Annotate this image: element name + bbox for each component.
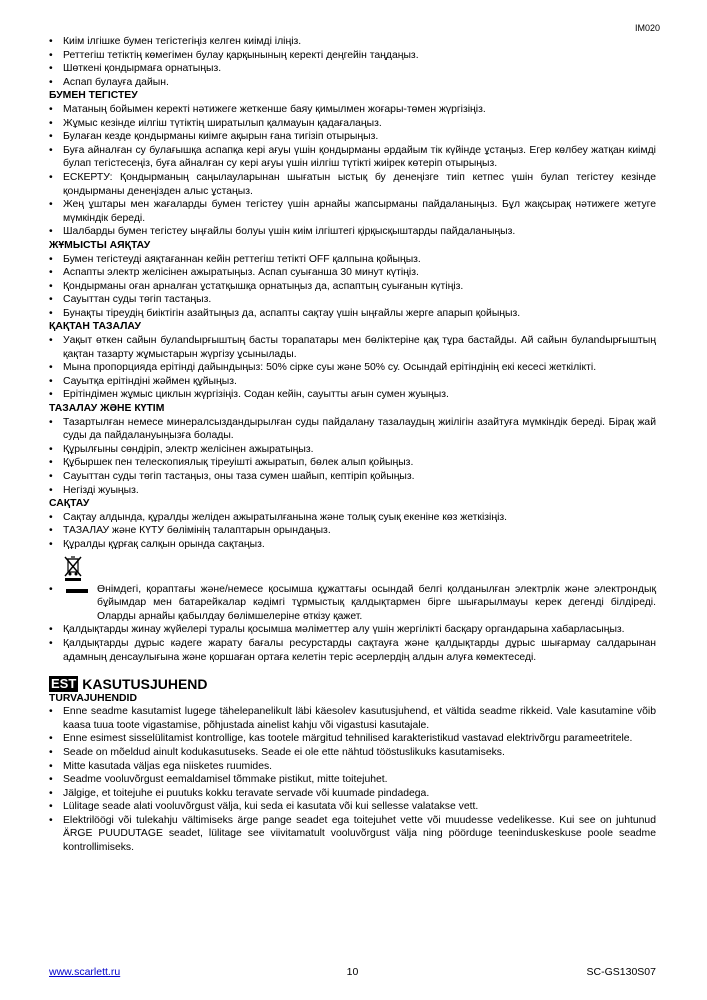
bullet-item xyxy=(49,103,656,117)
bullet-icon: • xyxy=(49,375,53,387)
bullet-item xyxy=(49,470,656,484)
bullet-icon: • xyxy=(49,760,53,772)
bullet-text: Құбыршек пен телескопиялық тіреуішті ажыратып, бөлек алып қойыңыз. xyxy=(63,457,414,469)
bullet-icon: • xyxy=(49,280,53,292)
bullet-item xyxy=(49,773,656,787)
bullet-item xyxy=(49,538,656,552)
bullet-text: Enne esimest sisselülitamist kontrollige, kas tootele märgitud tehnilised karakteristikud vastavad elektrivõrgu parameetritele. xyxy=(63,733,633,745)
bullet-text: Құрылғыны сөндіріп, электр желісінен ажыратыңыз. xyxy=(63,443,314,455)
bullet-item xyxy=(49,62,656,76)
bullet-text: Бунақты тіреудің биіктігін азайтыңыз да, аспапты сақтау үшін ыңғайлы жерге апарып қойыңыз. xyxy=(63,307,521,319)
section-title-text: KASUTUSJUHEND xyxy=(82,676,208,693)
bullet-text: Қалдықтарды жинау жүйелері туралы қосымша мәліметтер алу үшін жергілікті басқару органдарына хабарласыңыз. xyxy=(63,624,625,636)
bullet-text: Шалбарды бумен тегістеу ыңғайлы болуы үшін киім ілгіштегі қірқысқыштарды пайдаланыңыз. xyxy=(63,226,516,238)
bullet-icon: • xyxy=(49,525,53,537)
bullet-icon: • xyxy=(49,484,53,496)
bullet-icon: • xyxy=(49,583,53,595)
bullet-text: Сауытқа ерітіндіні жәймен құйыңыз. xyxy=(63,375,237,387)
bullet-item xyxy=(49,307,656,321)
bullet-item xyxy=(49,198,656,225)
bullet-item xyxy=(49,443,656,457)
bullet-item xyxy=(49,117,656,131)
bullet-text: Lülitage seade alati vooluvõrgust välja, kui seda ei kasutata või kui sellesse valatakse vett. xyxy=(63,801,479,813)
bullet-item xyxy=(49,144,656,171)
bullet-item xyxy=(49,705,656,732)
bullet-text: Аспап булауға дайын. xyxy=(63,76,169,88)
bullet-item xyxy=(49,814,656,855)
bullet-text: Қондырманы оған арналған ұстатқышқа орнатыңыз да, аспаптың суығанын күтіңіз. xyxy=(63,280,464,292)
bullet-item xyxy=(49,49,656,63)
bullet-item xyxy=(49,760,656,774)
bullet-icon: • xyxy=(49,307,53,319)
bullet-icon: • xyxy=(49,389,53,401)
bullet-text: Mitte kasutada väljas ega niisketes ruumides. xyxy=(63,760,273,772)
subsection-heading: TURVAJUHENDID xyxy=(49,693,137,705)
document-code: IM020 xyxy=(634,23,660,33)
bullet-text: ЕСКЕРТУ: Қондырманың саңылауларынан шығатын ыстық бу денеңізге тиіп кетпес үшін булап тегістеу кезінде қондырманы денеңізден алыс ұстаңыз. xyxy=(63,171,656,197)
section-heading: ТАЗАЛАУ ЖӘНЕ КҮТІМ xyxy=(49,403,165,415)
bullet-icon: • xyxy=(49,144,53,156)
bullet-icon: • xyxy=(49,706,53,718)
bullet-text: Бумен тегістеуді аяқтағаннан кейін реттегіш тетікті OFF қалпына қойыңыз. xyxy=(63,253,421,265)
bullet-text: Сауыттан суды төгіп тастаңыз, оны таза сумен шайып, кептіріп қойыңыз. xyxy=(63,471,415,482)
bullet-icon: • xyxy=(49,294,53,306)
black-bar-icon xyxy=(66,589,88,593)
bullet-text: Матаның бойымен керекті нәтижеге жеткенше баяу қимылмен жоғары-төмен жүргізіңіз. xyxy=(63,103,486,115)
bullet-icon: • xyxy=(49,226,53,238)
model-number: SC-GS130S07 xyxy=(586,966,656,978)
section-heading: ЖҰМЫСТЫ АЯҚТАУ xyxy=(49,239,151,251)
bullet-icon: • xyxy=(49,49,53,61)
bullet-item xyxy=(49,637,656,664)
bullet-text: Жұмыс кезінде иілгіш түтіктің ширатылып қалмауын қадағалаңыз. xyxy=(63,117,382,129)
section-heading: БУМЕН ТЕГІСТЕУ xyxy=(49,90,138,102)
bullet-item xyxy=(49,416,656,443)
bullet-icon: • xyxy=(49,335,53,347)
bullet-item xyxy=(49,787,656,801)
bullet-text: Аспапты электр желісінен ажыратыңыз. Аспап суығанша 30 минут күтіңіз. xyxy=(63,267,419,279)
bullet-text: Қалдықтарды дұрыс кәдеге жарату бағалы ресурстарды сақтауға және қалдықтарды дұрыс шығармау салдарынан адамның денсаулығына және қоршаған ортаға келетін теріс әсерлердің алдын алуға көмектеседі. xyxy=(63,637,656,663)
bullet-icon: • xyxy=(49,253,53,265)
bullet-icon: • xyxy=(49,131,53,143)
bullet-icon: • xyxy=(49,267,53,279)
bullet-item xyxy=(49,35,656,49)
bullet-text: Реттегіш тетіктің көмегімен булау қарқынының керекті деңгейін таңдаңыз. xyxy=(63,49,419,61)
disposal-notice xyxy=(49,583,656,624)
bullet-item xyxy=(49,800,656,814)
bullet-item xyxy=(49,266,656,280)
bullet-item xyxy=(49,253,656,267)
bullet-icon: • xyxy=(49,538,53,550)
bullet-icon: • xyxy=(49,733,53,745)
language-section-title xyxy=(49,676,656,692)
bullet-text: Уақыт өткен сайын булandырғыштың басты торапатары мен бөліктеріне қақ тұра бастайды. Ай сайын булandырғыштың қақтан тазарту жұмыстарын жүргізу ұсынылады. xyxy=(63,335,656,360)
bullet-text: Сауыттан суды төгіп тастаңыз. xyxy=(63,294,212,306)
bullet-text: Негізді жуыңыз. xyxy=(63,484,139,496)
bullet-text: Булаған кезде қондырманы киімге ақырын ғана тигізіп отырыңыз. xyxy=(63,131,379,143)
bullet-item xyxy=(49,130,656,144)
bullet-text: Тазартылған немесе минералсыздандырылған суды пайдалану тазалаудың жиілігін азайтуға мүмкіндік береді. Бірақ жай суды да пайдалануыңызға болады. xyxy=(63,416,656,442)
bullet-text: Ерітіндімен жұмыс циклын жүргізіңіз. Содан кейін, сауытты ағын сумен жуыңыз. xyxy=(63,389,449,401)
bullet-item xyxy=(49,456,656,470)
bullet-icon: • xyxy=(49,103,53,115)
bullet-item xyxy=(49,732,656,746)
bullet-icon: • xyxy=(49,362,53,374)
bullet-icon: • xyxy=(49,416,53,428)
bullet-icon: • xyxy=(49,457,53,469)
bullet-icon: • xyxy=(49,774,53,786)
bullet-item xyxy=(49,375,656,389)
bullet-text: Jälgige, et toitejuhe ei puutuks kokku teravate servade või kuumade pindadega. xyxy=(63,787,430,799)
bullet-icon: • xyxy=(49,637,53,649)
bullet-text: Мына пропорцияда ерітінді дайындыңыз: 50% сірке суы және 50% су. Осындай ерітіндінің екі кесесі жеткілікті. xyxy=(63,362,597,374)
bullet-icon: • xyxy=(49,443,53,455)
bullet-icon: • xyxy=(49,746,53,758)
bullet-text: Шөткені қондырмаға орнатыңыз. xyxy=(63,63,222,75)
bullet-text: ТАЗАЛАУ және КҮТУ бөлімінің талаптарын орындаңыз. xyxy=(63,525,331,537)
bullet-text: Өнімдегі, қораптағы және/немесе қосымша құжаттағы осындай белгі қолданылған электрлік және электрондық бұйымдар мен батарейкалар кәдімгі тұрмыстық қалдықтармен бірге шығарылмауы керек дегенді білдіреді. Оларды арнайы қабылдау бөлімшелеріне өткізу қажет. xyxy=(97,583,656,622)
bullet-icon: • xyxy=(49,511,53,523)
bullet-text: Seade on mõeldud ainult kodukasutuseks. Seade ei ole ette nähtud tööstuslikuks kasutamiseks. xyxy=(63,746,505,758)
bullet-icon: • xyxy=(49,199,53,211)
bullet-text: Құралды құрғақ салқын орында сақтаңыз. xyxy=(63,538,265,550)
bullet-item xyxy=(49,280,656,294)
bullet-text: Жең ұштары мен жағаларды бумен тегістеу үшін арнайы жапсырманы пайдаланыңыз. Бұл жақсырақ нәтижеге жетуге мүмкіндік береді. xyxy=(63,199,656,224)
bullet-item xyxy=(49,76,656,90)
page-number: 10 xyxy=(346,966,359,978)
bullet-icon: • xyxy=(49,787,53,799)
bullet-icon: • xyxy=(49,814,53,826)
website-link[interactable]: www.scarlett.ru xyxy=(49,966,121,978)
bullet-item xyxy=(49,524,656,538)
page-content xyxy=(49,35,656,855)
bullet-icon: • xyxy=(49,624,53,636)
bullet-item xyxy=(49,361,656,375)
bullet-item xyxy=(49,623,656,637)
section-heading: САҚТАУ xyxy=(49,498,90,510)
bullet-item xyxy=(49,388,656,402)
section-heading: ҚАҚТАН ТАЗАЛАУ xyxy=(49,321,141,333)
bullet-item xyxy=(49,484,656,498)
bullet-icon: • xyxy=(49,117,53,129)
bullet-icon: • xyxy=(49,63,53,75)
language-badge: EST xyxy=(51,676,77,692)
bullet-text: Elektrilöögi või tulekahju vältimiseks ärge pange seadet ega toitejuhet vette või muudesse vedelikesse. Kui see on juhtunud ÄRGE PUUDUTAGE seadet, lülitage see viivitamatult vooluvõrgust välja ning pöörduge teeninduskeskuse poole seadme kontrollimiseks. xyxy=(63,814,656,854)
bullet-icon: • xyxy=(49,801,53,813)
bullet-text: Буға айналған су булағышқа аспапқа кері ағуы үшін қондырманы әрдайым тік күйінде ұстаңыз. Егер көлбеу жатқан киімді булап тегістесеңіз, буға айналған су кері ағуы үшін иілгіш түтікті жиірек көтеріп отырыңыз. xyxy=(63,144,656,170)
bullet-text: Сақтау алдында, құралды желіден ажыратылғанына және толық суық екеніне көз жеткізіңіз. xyxy=(63,511,508,523)
bullet-item xyxy=(49,511,656,525)
bullet-text: Киім ілгішке бумен тегістегіңіз келген киімді іліңіз. xyxy=(63,36,302,47)
bullet-item xyxy=(49,225,656,239)
bullet-item xyxy=(49,293,656,307)
crossed-bin-icon xyxy=(63,555,83,581)
bullet-item xyxy=(49,334,656,361)
bullet-item xyxy=(49,171,656,198)
bullet-text: Enne seadme kasutamist lugege tähelepanelikult läbi käesolev kasutusjuhend, et vältida seadme rikkeid. Vale kasutamine võib kaasa tuua toote vigastamise, põhjustada ainelist kahju või vigastusi kasutajale. xyxy=(63,706,656,731)
bullet-item xyxy=(49,746,656,760)
bullet-icon: • xyxy=(49,471,53,482)
bullet-text: Seadme vooluvõrgust eemaldamisel tõmmake pistikut, mitte toitejuhet. xyxy=(63,774,388,786)
bullet-icon: • xyxy=(49,171,53,183)
bullet-icon: • xyxy=(49,36,53,47)
bullet-icon: • xyxy=(49,76,53,88)
